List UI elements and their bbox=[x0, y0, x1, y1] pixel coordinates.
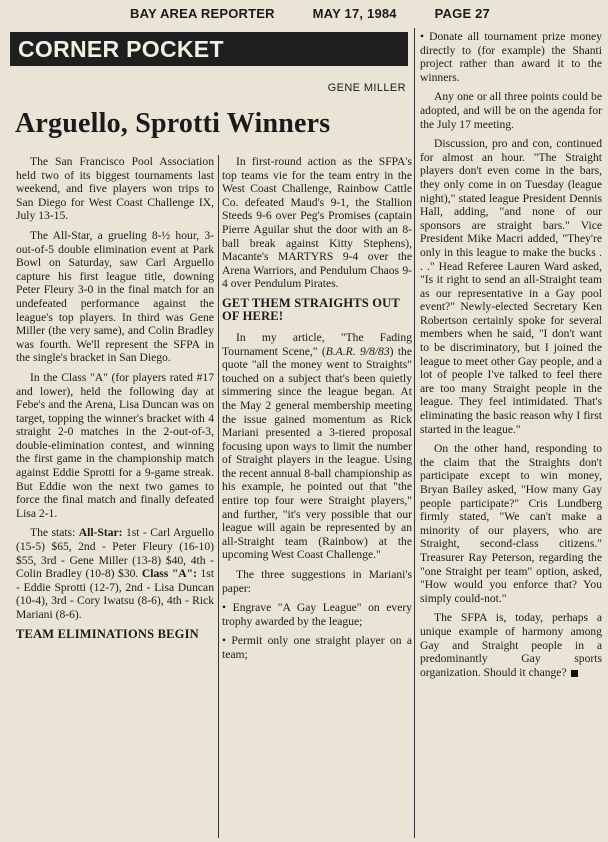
subhead-team-eliminations: TEAM ELIMINATIONS BEGIN bbox=[16, 626, 199, 641]
paragraph: In the Class "A" (for players rated #17 and lower), held the following day at Febe's and the Arena, Lisa Duncan was on target, topping the winner's bracket with 4 straight 2-0 matches in the 2-out-of-3, double-elimination contest, and winning the first game in the championship match against Eddie Sprotti for a 9-game streak. But Eddie won the next two games to force the final match and finally defeated Lisa 2-1. bbox=[16, 370, 214, 520]
page-number: PAGE 27 bbox=[434, 6, 490, 21]
paragraph: In first-round action as the SFPA's top teams vie for the team entry in the West Coast Challenge, Rainbow Cattle Co. defeated Maud's 9-1, the Stallion Steeds 9-6 over Peg's Promises (captain Pierre Aguilar shut the door with an 8-ball break against Kitty Stephens), Macante's MARTYRS 9-4 over the Arena Warriors, and Pendulum Chaos 9-4 over Pendulum Pirates. bbox=[222, 155, 412, 291]
headline: Arguello, Sprotti Winners bbox=[15, 108, 331, 139]
publication-name: BAY AREA REPORTER bbox=[130, 6, 275, 21]
paragraph: On the other hand, responding to the claim that the Straights don't participate except to win money, Bryan Bailey asked, "How many Gay people participate?" Cris Lundberg firmly stated, "We can't make a minority of our players, who are Straight, second-class citizens." Treasurer Ray Peterson, regarding the "one Straight per team" option, asked, "How would you enforce that? You simply could-not." bbox=[420, 442, 602, 605]
end-mark-icon bbox=[571, 670, 578, 677]
issue-date: MAY 17, 1984 bbox=[312, 6, 397, 21]
paragraph: Any one or all three points could be adopted, and will be on the agenda for the July 17 meeting. bbox=[420, 90, 602, 131]
closing-text: The SFPA is, today, perhaps a unique example of harmony among Gay and Straight people in a predominantly Gay sports organization. Should it change? bbox=[420, 611, 602, 679]
class-a-results: 1st - Eddie Sprotti (12-7), 2nd - Lisa Duncan (10-4), 3rd - Cory Iwatsu (8-6), 4th - Rick Mariani (8-6). bbox=[16, 567, 215, 621]
article-column-2 bbox=[222, 155, 412, 668]
proposal-bullet-3: • Donate all tournament prize money directly to (for example) the Shanti project rather than award it to the winners. bbox=[420, 30, 602, 84]
text-span: ) the quote "all the money went to Straights" touched on a subject that's been quietly simmering since the league began. At the May 2 general membership meeting the issue gained momentum as Rick Mariani presented a 3-tiered proposal focusing upon ways to limit the number of Straight players in the league. Using the recent annual 8-ball championship as his example, he pointed out that "the entire top four were Straight players," and further, "it's very possible that our league will again be represented by an all-Straight team (Rainbow) at the upcoming West Coast Challenge." bbox=[222, 344, 412, 562]
page-header bbox=[130, 6, 490, 21]
allstar-results: 1st - Carl Arguello (15-5) $65, 2nd - Peter Fleury (16-10) $55, 3rd - Gene Miller (13-8) $40, 4th - Colin Bradley (10-8) $30. bbox=[16, 526, 214, 581]
byline: GENE MILLER bbox=[327, 82, 406, 94]
stats-lead: The stats: bbox=[30, 526, 79, 540]
paragraph bbox=[222, 331, 412, 562]
column-divider-1 bbox=[414, 28, 415, 838]
class-a-label: Class "A": bbox=[141, 567, 197, 581]
proposal-bullet-2: • Permit only one straight player on a team; bbox=[222, 634, 412, 661]
paragraph: The San Francisco Pool Association held two of its biggest tournaments last weekend, and five players won trips to San Diego for West Coast Challenge IX, July 13-15. bbox=[16, 155, 214, 223]
article-column-1 bbox=[16, 155, 214, 649]
paragraph: The All-Star, a grueling 8-½ hour, 3-out-of-5 double elimination event at Park Bowl on Saturday, saw Carl Arguello capture his first league title, downing Peter Fleury 3-0 in the final match for an undefeated performance against the league's top players. In third was Gene Miller (the very same), and Colin Bradley was fourth. We'll represent the SFPA in the single's bracket in San Diego. bbox=[16, 228, 214, 365]
paragraph: The three suggestions in Mariani's paper: bbox=[222, 568, 412, 595]
subhead-straights: GET THEM STRAIGHTS OUT OF HERE! bbox=[222, 295, 400, 323]
proposal-bullet-1: • Engrave "A Gay League" on every trophy awarded by the league; bbox=[222, 601, 412, 628]
paragraph: Discussion, pro and con, continued for almost an hour. "The Straight players don't even come in the bars, they only come in on Tuesday (league night)," stated league President Dennis Hall, adding, "and none of our sponsors are straight bars." Vice President Mike Macri added, "They're only in this league to make the bucks . . ." Head Referee Lauren Ward asked, "Is it right to send an all-Straight team as our representative in a Gay pool event?" Newly-elected Secretary Ken Robertson certainly spoke for several members when he said, "I don't want to be discriminatory, but I joined the league to meet other Gay people, and a lot of people I've talked to feel there are too many Straight people in the league. They feel intimidated. That's eliminating the basic reason why I first started in the league." bbox=[420, 137, 602, 436]
column-divider-2 bbox=[218, 155, 219, 838]
citation: B.A.R. 9/8/83 bbox=[325, 344, 390, 358]
text-span: In my article, "The Fading Tournament Scene," ( bbox=[222, 330, 412, 358]
stats-paragraph bbox=[16, 526, 214, 621]
column-banner: CORNER POCKET bbox=[10, 32, 408, 66]
article-column-3 bbox=[420, 30, 602, 685]
closing-paragraph bbox=[420, 611, 602, 679]
allstar-label: All-Star: bbox=[78, 526, 123, 540]
